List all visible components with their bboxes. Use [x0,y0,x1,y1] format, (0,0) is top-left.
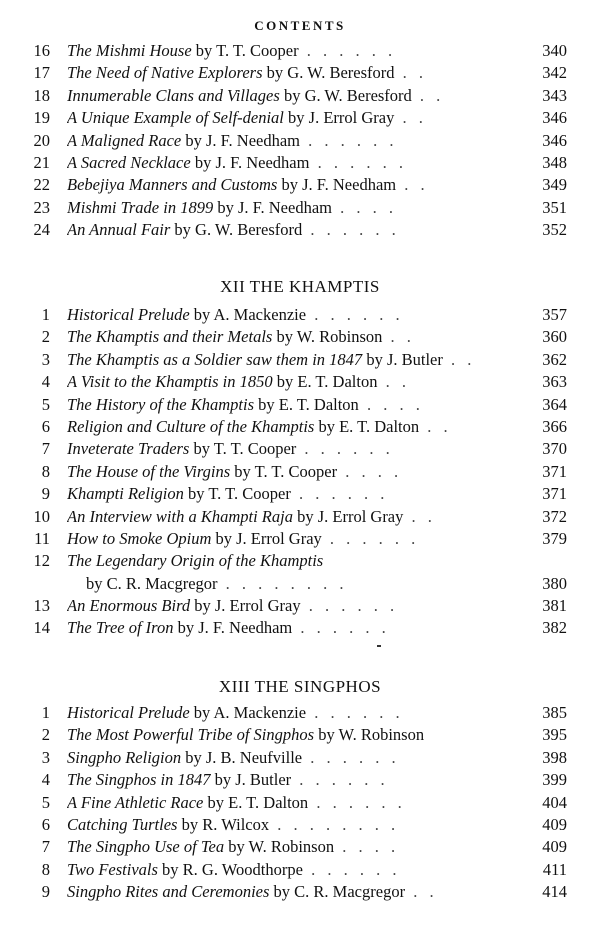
entry-page-number: 364 [542,394,567,414]
entry-title: The Khamptis and their Metals [67,327,273,347]
entry-title: Historical Prelude [67,703,190,722]
entry-text [67,528,538,550]
toc-entry [0,174,600,196]
entry-second-line [67,573,538,595]
leader-dots: . . . . [358,394,424,414]
entry-text [67,702,538,724]
leader-dots: . . . . . . [292,618,390,638]
entry-page-number: 366 [542,416,567,436]
entry-author: by J. F. Needham [181,130,300,150]
entry-text [67,769,538,791]
entry-title: The Legendary Origin of the Khamptis [67,551,324,571]
entry-page-number: 395 [542,725,567,745]
entry-author: by J. Butler [210,770,292,790]
toc-entry [0,326,600,348]
entry-text [67,130,538,152]
entry-title: Inveterate Traders [67,439,190,459]
entry-number: 23 [33,197,50,217]
entry-page-number: 398 [542,747,567,767]
entry-page-number: 360 [542,327,567,347]
section-heading-khamptis: XII THE KHAMPTIS [220,277,380,296]
leader-dots: . . [403,506,436,526]
toc-entry [0,792,600,814]
entry-title: Singpho Religion [67,747,182,767]
entry-title: The Singphos in 1847 [67,770,211,790]
entry-title: The Singpho Use of Tea [67,837,225,857]
entry-number: 7 [41,837,50,857]
toc-entry [0,814,600,836]
entry-author: by J. Errol Gray [190,596,301,616]
entry-text [67,174,538,196]
entry-title: A Unique Example of Self-denial [67,108,284,128]
entry-page-number: 385 [542,703,567,722]
entry-title: The House of the Virgins [67,461,231,481]
toc-entry [0,416,600,438]
leader-dots: . . . . . . [308,792,406,812]
entry-author: by G. W. Beresford [170,220,303,240]
entry-number: 2 [41,327,50,347]
toc-entry [0,483,600,505]
entry-page-number: 370 [542,439,567,459]
entry-author: by E. T. Dalton [272,372,378,392]
entry-title: Catching Turtles [67,814,178,834]
leader-dots: . . [442,349,476,369]
toc-entry [0,836,600,858]
leader-dots: . . . . . . [302,747,400,767]
toc-entry [0,371,600,393]
leader-dots: . . [419,416,452,436]
section-khamptis-entries [0,304,600,640]
entry-number: 6 [41,416,50,436]
leader-dots: . . [377,372,410,392]
entry-page-number: 357 [542,305,567,324]
toc-entry [0,40,600,62]
entry-page-number: 399 [542,770,567,790]
entry-text [67,814,538,836]
entry-author: by W. Robinson [224,837,335,857]
entry-author: by T. T. Cooper [230,461,338,481]
entry-author: by R. Wilcox [177,814,270,834]
entry-text [67,416,538,438]
entry-author: by T. T. Cooper [191,41,299,60]
entry-title: Innumerable Clans and Villages [67,85,280,105]
entry-author: by W. Robinson [314,725,425,745]
leader-dots: . . . . . . [306,703,404,722]
leader-dots: . . . . . . . . [217,573,348,593]
entry-author: by E. T. Dalton [314,416,420,436]
section-heading-singphos: XIII THE SINGPHOS [218,677,382,696]
toc-entry [0,130,600,152]
entry-title: Religion and Culture of the Khamptis [67,416,315,436]
leader-dots: . . . . . . [300,596,399,616]
entry-author: by G. W. Beresford [279,85,412,105]
entry-number: 2 [41,725,50,745]
entry-number: 11 [34,528,50,548]
entry-page-number: 372 [542,506,567,526]
toc-entry [0,438,600,460]
entry-author: by J. F. Needham [190,152,310,172]
entry-text [67,40,538,62]
entry-author: by R. G. Woodthorpe [157,859,303,879]
entry-page-number: 362 [542,349,567,369]
leader-dots: . . . . . . . . [269,814,400,834]
entry-number: 17 [33,63,50,83]
entry-page-number: 342 [542,63,567,83]
entry-number: 9 [41,882,50,902]
leader-dots: . . [394,63,428,83]
leader-dots: . . . . [337,461,403,481]
entry-text [67,595,538,617]
entry-text [67,219,538,241]
entry-page-number: 352 [542,220,567,240]
entry-text [67,859,538,881]
entry-page-number: 340 [542,41,567,60]
leader-dots: . . . . . . [300,130,398,150]
toc-entry [0,394,600,416]
entry-author: by T. T. Cooper [189,439,297,459]
entry-number: 5 [41,792,50,812]
entry-number: 21 [33,152,50,172]
entry-title: The History of the Khamptis [67,394,255,414]
entry-number: 6 [41,814,50,834]
entry-number: 16 [33,41,50,60]
entry-number: 9 [41,484,50,504]
entry-text [67,85,538,107]
running-head: CONTENTS [254,18,346,33]
toc-entry [0,595,600,617]
entry-page-number: 414 [542,882,567,902]
entry-page-number: 371 [542,484,567,504]
entry-number: 13 [33,596,50,616]
toc-entry [0,197,600,219]
entry-page-number: 346 [542,130,567,150]
leader-dots: . . [405,882,438,902]
entry-page-number: 379 [542,528,567,548]
entry-title: A Maligned Race [67,130,182,150]
toc-entry [0,107,600,129]
entry-page-number: 349 [542,175,567,195]
entry-number: 1 [41,305,50,324]
entry-text [67,62,538,84]
entry-title: The Tree of Iron [67,618,174,638]
leader-dots: . . [396,175,429,195]
entry-title: How to Smoke Opium [67,528,212,548]
toc-entry [0,506,600,528]
entry-text [67,483,538,505]
leader-dots: . . . . . . [321,528,420,548]
entry-page-number: 404 [542,792,567,812]
leader-dots: . . [411,85,445,105]
toc-entry [0,85,600,107]
entry-title: The Most Powerful Tribe of Singphos [67,725,315,745]
entry-page-number: 348 [542,152,567,172]
entry-title: The Khamptis as a Soldier saw them in 1847 [67,349,363,369]
entry-page-number: 409 [542,837,567,857]
entry-number: 12 [33,551,50,571]
leader-dots: . . . . . . [302,220,400,240]
entry-text [67,326,538,348]
entry-number: 5 [41,394,50,414]
entry-title: Historical Prelude [67,305,190,324]
entry-text [67,617,538,639]
entry-author: by J. Butler [362,349,443,369]
entry-text [67,197,538,219]
leader-dots: . . . . . . [306,305,404,324]
entry-title: Singpho Rites and Ceremonies [67,882,270,902]
toc-entry [0,304,600,326]
entry-text [67,836,538,858]
entry-page-number: 363 [542,372,567,392]
toc-entry [0,859,600,881]
toc-entry [0,152,600,174]
leader-dots: . . . . [331,197,397,217]
entry-text [67,881,538,903]
entry-page-number: 382 [542,618,567,638]
section-singphos-entries [0,702,600,904]
entry-title: The Need of Native Explorers [67,63,263,83]
toc-entry [0,724,600,746]
toc-entry [0,881,600,903]
entry-author: by E. T. Dalton [203,792,309,812]
entry-text [67,792,538,814]
entry-title: The Mishmi House [67,41,192,60]
toc-entry [0,219,600,241]
entry-number: 4 [41,372,50,392]
entry-title: Mishmi Trade in 1899 [67,197,214,217]
entry-author: by W. Robinson [272,327,383,347]
entry-text [67,506,538,528]
entry-author: by J. Errol Gray [283,108,395,128]
entry-page-number: 346 [542,108,567,128]
entry-author: by A. Mackenzie [189,305,307,324]
entry-number: 7 [41,439,50,459]
entry-page-number: 371 [542,461,567,481]
entry-number: 19 [33,108,50,128]
entry-number: 1 [41,703,50,722]
toc-entry [0,747,600,769]
entry-author: by E. T. Dalton [254,394,359,414]
entry-number: 4 [41,770,50,790]
entry-text [67,304,538,326]
entry-author: by J. Errol Gray [211,528,322,548]
entry-title: A Fine Athletic Race [67,792,204,812]
entry-title: An Enormous Bird [67,596,191,616]
entry-number: 3 [41,349,50,369]
entry-text [67,550,538,595]
toc-entry [0,769,600,791]
entry-author: by J. B. Neufville [181,747,303,767]
entry-text [67,107,538,129]
leader-dots: . . . . . . [291,770,389,790]
toc-entry [0,461,600,483]
entry-title: A Sacred Necklace [67,152,191,172]
entry-page-number: 381 [542,596,567,616]
entry-title: A Visit to the Khamptis in 1850 [67,372,273,392]
entry-title: An Interview with a Khampti Raja [67,506,293,526]
entry-author: by C. R. Macgregor [86,573,218,593]
toc-entry [0,702,600,724]
leader-dots: . . . . . . [298,41,397,60]
toc-entry [0,349,600,371]
entry-title: Two Festivals [67,859,158,879]
entry-text [67,394,538,416]
entry-number: 14 [33,618,50,638]
entry-page-number: 409 [542,814,567,834]
entry-number: 22 [33,175,50,195]
entry-author: by J. F. Needham [173,618,293,638]
leader-dots: . . . . . . [302,859,401,879]
section-continued-entries [0,40,600,242]
entry-text [67,349,538,371]
entry-number: 8 [41,461,50,481]
entry-number: 20 [33,130,50,150]
toc-entry [0,62,600,84]
entry-title: Khampti Religion [67,484,184,504]
leader-dots: . . . . [334,837,400,857]
entry-page-number: 380 [542,573,567,593]
entry-number: 3 [41,747,50,767]
entry-title: An Annual Fair [67,220,171,240]
leader-dots: . . . . . . [309,152,407,172]
entry-number: 8 [41,859,50,879]
entry-text [67,371,538,393]
entry-number: 10 [33,506,50,526]
entry-author: by A. Mackenzie [189,703,307,722]
entry-author: by T. T. Cooper [183,484,291,504]
entry-text [67,724,538,746]
entry-text [67,152,538,174]
entry-author: by G. W. Beresford [262,63,395,83]
print-mark [377,645,381,647]
entry-page-number: 343 [542,85,567,105]
toc-entry [0,550,600,595]
entry-text [67,461,538,483]
leader-dots: . . [394,108,427,128]
entry-page-number: 411 [542,859,567,879]
entry-title: Bebejiya Manners and Customs [67,175,278,195]
entry-author: by J. F. Needham [213,197,332,217]
entry-text [67,747,538,769]
entry-author: by J. F. Needham [277,175,397,195]
entry-author: by C. R. Macgregor [269,882,406,902]
entry-number: 18 [33,85,50,105]
toc-entry [0,528,600,550]
entry-number: 24 [33,220,50,240]
entry-author: by J. Errol Gray [292,506,404,526]
entry-page-number: 351 [542,197,567,217]
leader-dots: . . . . . . [290,484,389,504]
entry-text [67,438,538,460]
leader-dots: . . [382,327,415,347]
leader-dots: . . . . . . [296,439,394,459]
toc-entry [0,617,600,639]
